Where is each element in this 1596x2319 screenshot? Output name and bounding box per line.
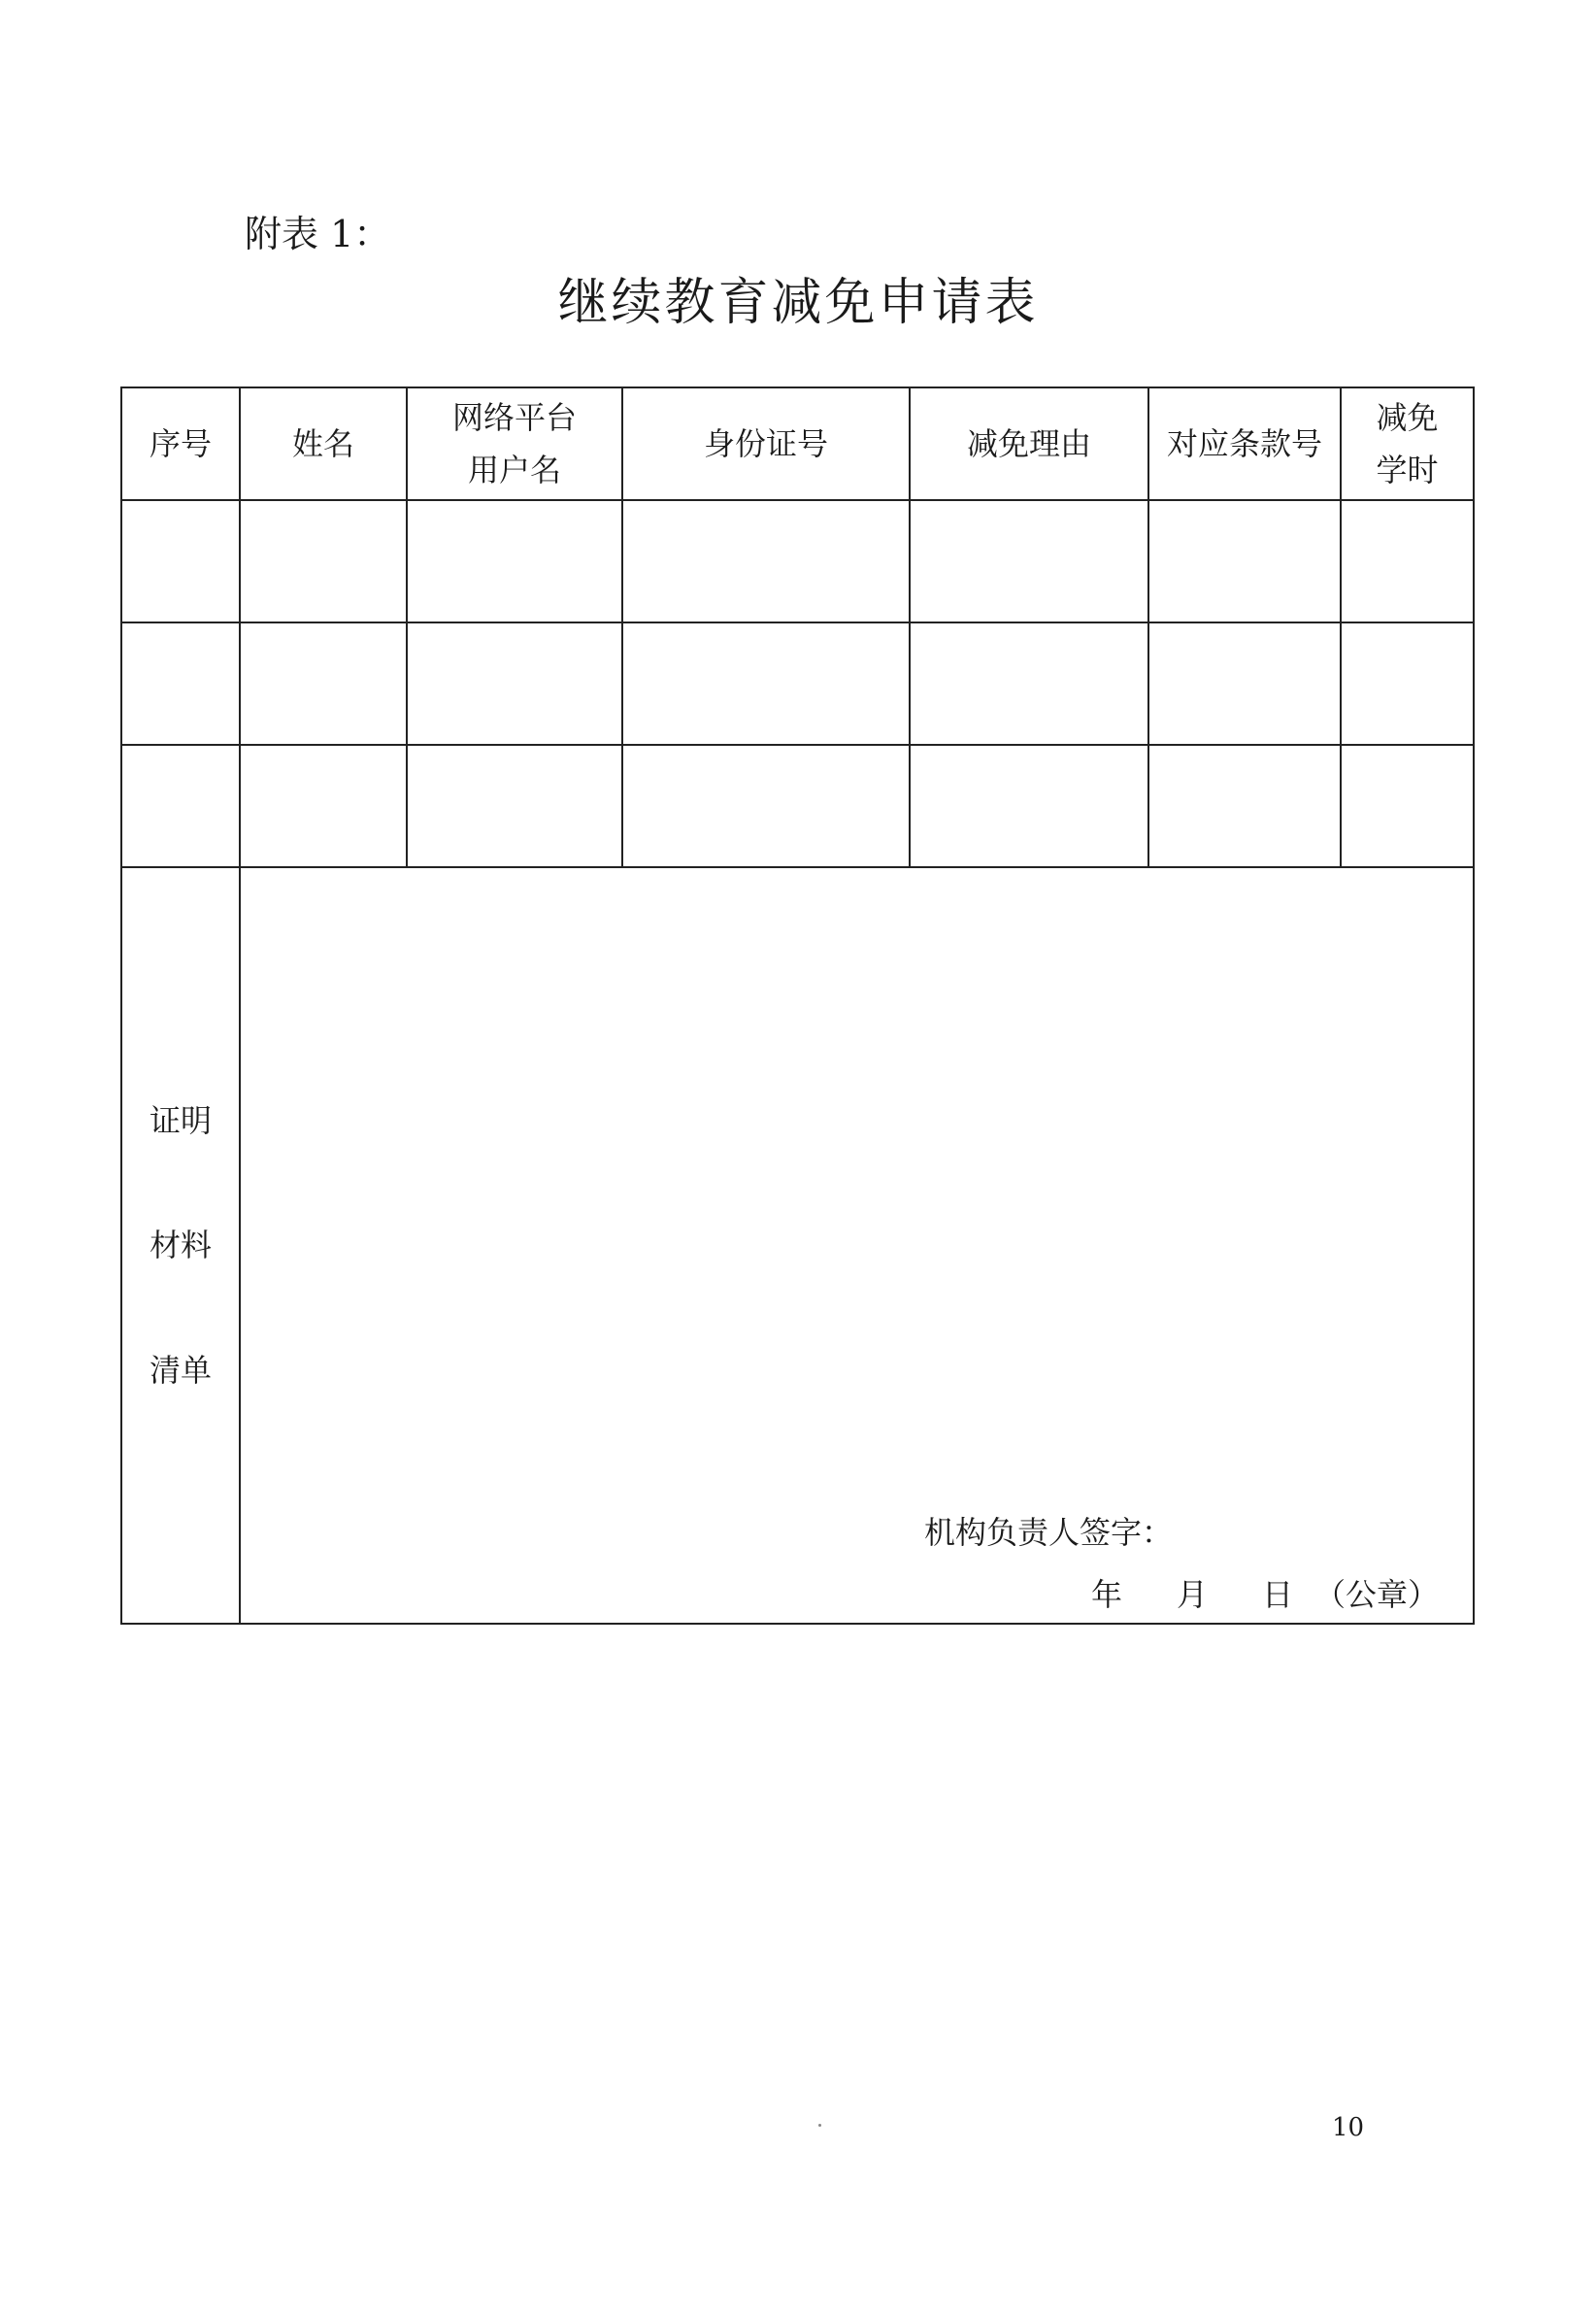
cell-exempt-hours[interactable] <box>1341 745 1474 867</box>
scan-artifact <box>818 2124 821 2127</box>
cell-exemption-reason[interactable] <box>910 500 1148 622</box>
table-row <box>121 500 1474 622</box>
page-number: 10 <box>1332 2113 1365 2142</box>
date-year-label: 年 <box>1091 1576 1123 1613</box>
cell-exemption-reason[interactable] <box>910 745 1148 867</box>
materials-row <box>121 867 1474 1624</box>
cell-id-number[interactable] <box>622 745 910 867</box>
date-month-label: 月 <box>1177 1576 1209 1613</box>
header-exempt-hours: 减免 学时 <box>1341 387 1474 500</box>
date-seal-line <box>1091 1576 1440 1613</box>
cell-clause-number[interactable] <box>1148 500 1341 622</box>
header-id-number: 身份证号 <box>622 387 910 500</box>
cell-exemption-reason[interactable] <box>910 622 1148 745</box>
cell-platform-username[interactable] <box>407 622 622 745</box>
cell-serial-number[interactable] <box>121 622 240 745</box>
cell-clause-number[interactable] <box>1148 622 1341 745</box>
header-clause-number: 对应条款号 <box>1148 387 1341 500</box>
cell-exempt-hours[interactable] <box>1341 500 1474 622</box>
header-serial-number: 序号 <box>121 387 240 500</box>
cell-name[interactable] <box>240 745 407 867</box>
cell-id-number[interactable] <box>622 500 910 622</box>
header-name: 姓名 <box>240 387 407 500</box>
cell-id-number[interactable] <box>622 622 910 745</box>
date-day-label: 日 <box>1262 1576 1294 1613</box>
materials-label: 证明 材料 清单 <box>121 867 240 1624</box>
cell-name[interactable] <box>240 622 407 745</box>
signature-label: 机构负责人签字： <box>924 1514 1174 1551</box>
cell-serial-number[interactable] <box>121 500 240 622</box>
cell-platform-username[interactable] <box>407 500 622 622</box>
table-row <box>121 745 1474 867</box>
header-exemption-reason: 减免理由 <box>910 387 1148 500</box>
materials-list-area[interactable] <box>240 867 1474 1624</box>
cell-exempt-hours[interactable] <box>1341 622 1474 745</box>
cell-platform-username[interactable] <box>407 745 622 867</box>
cell-clause-number[interactable] <box>1148 745 1341 867</box>
cell-name[interactable] <box>240 500 407 622</box>
header-row <box>121 387 1474 500</box>
appendix-label: 附表 1： <box>245 213 391 255</box>
application-form-table <box>120 386 1475 1625</box>
cell-serial-number[interactable] <box>121 745 240 867</box>
document-title: 继续教育减免申请表 <box>557 274 1039 332</box>
table-row <box>121 622 1474 745</box>
header-platform-username: 网络平台 用户名 <box>407 387 622 500</box>
seal-label: （公章） <box>1314 1576 1440 1613</box>
